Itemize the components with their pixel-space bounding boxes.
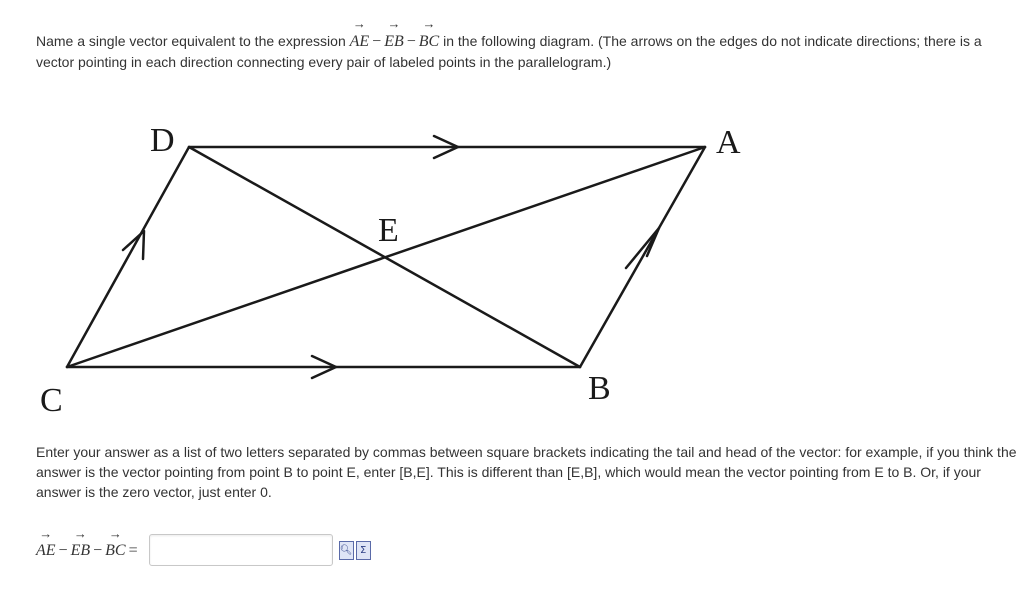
operator: − bbox=[406, 33, 416, 50]
answer-row bbox=[36, 526, 371, 567]
answer-input[interactable] bbox=[149, 534, 333, 566]
vector-name: BC bbox=[418, 33, 440, 50]
point-label-A: A bbox=[716, 124, 741, 161]
vector-bc bbox=[418, 16, 440, 52]
question-prefix: Name a single vector equivalent to the expression bbox=[36, 33, 346, 49]
preview-icon[interactable]: 🔍︎ bbox=[339, 541, 354, 560]
point-label-D: D bbox=[150, 122, 175, 159]
operator: − bbox=[372, 33, 382, 50]
vector-name: BC bbox=[105, 542, 126, 559]
question-suffix: in the following diagram. (The arrows on the edges do not indicate directions; there is a vector pointing in each direction connecting every pair of labeled points in the parallelogram.) bbox=[36, 33, 982, 70]
equation-editor-icon[interactable]: Σ bbox=[356, 541, 371, 560]
operator: = bbox=[128, 542, 138, 559]
vector-arrow-icon: → bbox=[73, 526, 87, 541]
vector-name: AE bbox=[349, 33, 370, 50]
edge-BA bbox=[580, 147, 705, 367]
point-label-B: B bbox=[588, 370, 611, 407]
vector-eb bbox=[384, 16, 404, 52]
question-expression bbox=[349, 16, 440, 50]
answer-instructions: Enter your answer as a list of two letters separated by commas between square brackets indicating the tail and head of the vector: for example, if you think the answer is the vector pointing from point B to point E, enter [B,E]. This is different than [E,B], which would mean the vector pointing from E to B. Or, if your answer is the zero vector, just enter 0. bbox=[36, 444, 1017, 500]
vector-ae bbox=[36, 526, 56, 560]
vector-eb bbox=[70, 526, 91, 560]
point-label-C: C bbox=[40, 382, 63, 415]
operator: − bbox=[58, 542, 68, 559]
vector-arrow-icon: → bbox=[422, 16, 436, 31]
vector-arrow-icon: → bbox=[108, 526, 122, 541]
parallelogram-diagram bbox=[0, 105, 780, 415]
answer-tools bbox=[339, 541, 371, 560]
vector-name: EB bbox=[70, 542, 91, 559]
vector-ae bbox=[349, 16, 370, 52]
diagonal-DB bbox=[189, 147, 580, 367]
vector-name: AE bbox=[36, 542, 56, 559]
edge-CD bbox=[67, 147, 189, 367]
arrow-mark-BA bbox=[626, 228, 659, 268]
operator: − bbox=[93, 542, 103, 559]
question-text bbox=[36, 16, 1016, 72]
vector-arrow-icon: → bbox=[387, 16, 401, 31]
vector-bc bbox=[105, 526, 126, 560]
point-label-E: E bbox=[378, 212, 399, 249]
vector-name: EB bbox=[384, 33, 404, 50]
answer-expression bbox=[36, 526, 141, 560]
vector-arrow-icon: → bbox=[39, 526, 53, 541]
vector-arrow-icon: → bbox=[352, 16, 366, 31]
